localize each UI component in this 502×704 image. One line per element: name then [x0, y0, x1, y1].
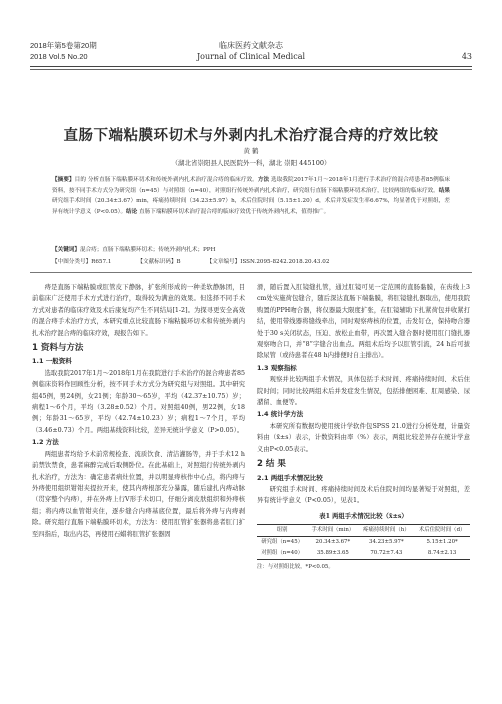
issue-volume: 2018 Vol.5 No.20: [30, 52, 88, 61]
article-number: 【文章编号】ISSN.2095-8242.2018.20.43.02: [206, 259, 330, 265]
journal-name-en: Journal of Clinical Medical: [196, 52, 306, 61]
left-column: [32, 282, 245, 540]
subsection-heading: 1.3 观察指标: [257, 363, 297, 372]
right-column: [257, 282, 470, 574]
body-paragraph: 研究组手术时间、疼痛持续时间及术后住院时间均显著短于对照组，差异有统计学意义（P<0.05），见表1。: [257, 485, 470, 505]
abstract-objective: 目的 分析直肠下端粘膜环切术和传统外剥内扎术治疗混合痔的临床疗效。: [74, 177, 258, 183]
body-paragraph: 两组患者均给予术前常规检查、流质饮食、清洁灌肠等，并于手术12 h前禁饮禁食，患者麻醉完成后取侧卧位。在此基础上，对照组行传统外剥内扎术治疗，方法为：确定患者病灶位置，并以明显痔核作中心点，将内痔与外痔使用组织钳钳夹提拉开来，使其内痔根部充分暴露，随后建扎内痔动脉（贯穿整个内痔），并在外痔上行V形手术切口，仔细分离皮肤组织和外痔核组；将内痔以血管钳夹住，逐步缝合内痔基底位置，最后将外痔与内痔剥除。研究组行直肠下端粘膜环切术，方法为：使用肛管扩张器将患者肛门扩至四指后，取出内芯，再使用石蜡将肛管扩张器固: [32, 450, 245, 538]
abstract: [52, 175, 450, 217]
issue-cn: 2018年第5卷第20期: [30, 41, 97, 50]
table-cell: 70.72±7.43: [358, 548, 414, 560]
table-header-row: [257, 525, 470, 537]
table-caption: 表1 两组手术情况比较（x̄±s）: [319, 512, 408, 520]
classification-line: [52, 257, 462, 265]
document-code: 【文献标识码】B: [137, 259, 181, 265]
header-rule-thin: [30, 69, 472, 70]
abstract-label: 【摘要】: [52, 177, 75, 183]
affiliation: （湖北省崇阳县人民医院外一科，湖北 崇阳 445100）: [171, 159, 331, 167]
article-title: 直肠下端粘膜环切术与外剥内扎术治疗混合痔的疗效比较: [63, 128, 439, 144]
intro-paragraph: 痔是直肠下端粘膜或肛管皮下静脉，扩张所形成的一种柔软静脉团，目前临床广泛使用手术方式进行治疗，取得较为满意的效果。但选择不同手术方式对患者的临床疗效及术后康复均产生不同结局[1-2]。为探寻更安全高效的混合痔手术治疗方式，本研究重点比较直肠下端粘膜环切术和传统外剥内扎术治疗混合痔的临床疗效，现报告如下。: [32, 284, 245, 337]
keywords-text: 混合痔；直肠下端粘膜环切术；传统外剥内扎术；PPH: [79, 247, 216, 253]
keywords: [52, 245, 450, 255]
table-header-cell: 疼痛持续时间（h）: [358, 525, 414, 537]
abstract-divider: [30, 272, 472, 273]
table-cell: 35.89±3.65: [307, 548, 358, 560]
abstract-result: 研究组手术时间（20.34±3.67）min，疼痛持续时间（34.23±5.97）h，术后住院时间（5.15±1.20）d，术后并发症发生率6.67%，均显著优于对照组，差异有统计学意义（P<0.05）。: [52, 198, 450, 215]
body-paragraph: 观察并比较两组手术情况，具体包括手术时间、疼痛持续时间、术后住院时间；同时比较两组术后并发症发生情况，包括排便困难、肛周感染、尿潴留、血便等。: [257, 376, 470, 407]
section-heading: 2 结 果: [257, 459, 286, 470]
table-note: 注：与对照组比较，*P<0.05。: [257, 564, 334, 571]
abstract-conclusion: 直肠下端粘膜环切术治疗混合痔的临床疗效优于传统外剥内扎术，值得推广。: [139, 208, 330, 215]
table-header-cell: 组别: [257, 525, 307, 537]
table-row: [257, 548, 470, 560]
conclusion-label: 结论: [126, 208, 138, 215]
table-cell: 34.23±5.97*: [369, 539, 404, 546]
author: 黄 鹤: [243, 147, 259, 155]
subsection-heading: 1.4 统计学方法: [257, 410, 304, 419]
journal-name: [30, 40, 472, 62]
abstract-method: 选取我院2017年1月～2018年1月进行手术治疗的混合痔患者85例临床资料，按不同手术方式分为研究组（n=45）与对照组（n=40），对照组行传统外剥内扎术治疗，研究组行直肠下端粘膜环切术治疗，比较两组的临床疗效。: [52, 177, 450, 194]
journal-name-cn: 临床医药文献杂志: [219, 41, 283, 50]
results-table: [257, 524, 470, 560]
keywords-label: 【关键词】: [52, 247, 80, 253]
section-heading: 1 资料与方法: [32, 343, 84, 354]
method-label: 方法: [257, 177, 270, 183]
header-rule: [30, 66, 472, 67]
table-cell: 对照组（n=40）: [257, 548, 307, 560]
table-header-cell: 术后住院时间（d）: [414, 525, 470, 537]
table-header-cell: 手术时间（min）: [307, 525, 358, 537]
page-number: 43: [461, 52, 472, 61]
subsection-heading: 1.1 一般资料: [32, 357, 72, 366]
subsection-heading: 1.2 方法: [32, 438, 59, 447]
result-label: 结果: [438, 187, 450, 194]
table-cell: 5.15±1.20*: [426, 539, 458, 546]
table-row: [257, 537, 470, 549]
subsection-heading: 2.1 两组手术情况比较: [257, 473, 323, 482]
table-cell: 研究组（n=45）: [261, 539, 304, 546]
table-cell: 8.74±2.13: [414, 548, 470, 560]
clc-number: 【中图分类号】R657.1: [52, 259, 112, 265]
body-paragraph: 滑，随后置入肛镜缝扎管，通过肛镜可见一定范围的直肠黏膜，在齿线上3 cm处实施荷包缝合，随后深达直肠下端黏膜，将肛镜缝扎器取出，使用我院购置的PPH吻合器，将仅器最大限度扩张，在肛镜辅助下扎紧荷包并收紧打结，使用带线器将缝线牵出，同时观察痔核的位置，击发钉仓，保持吻合器处于30 s关闭状态，压迫、放松止血带，再次置入缝合器时使用肛门缝扎器观察吻合口，并“8”字缝合出血点。两组术后均予以肛管引流，24 h后可拔除尿管（或待患者在48 h内排便时自主排出）。: [257, 284, 470, 360]
body-paragraph: 选取我院2017年1月～2018年1月在我院进行手术治疗的混合痔患者85例临床资料作回顾性分析，按不同手术方式分为研究组与对照组。其中研究组45例，男24例，女21例；年龄30～65岁，平均（42.37±10.75）岁；病程1～6个月，平均（3.28±0.52）个月。对照组40例，男22例，女18例；年龄31～65岁，平均（42.74±10.23）岁；病程1～7个月，平均（3.46±0.73）个月。两组基线资料比较，差异无统计学意义（P>0.05）。: [32, 369, 245, 434]
table-cell: 20.34±3.67*: [315, 539, 351, 546]
body-paragraph: 本研究所有数据均使用统计学软件包SPSS 21.0进行分析处理，计量资料由（x̄±s）表示，计数资料由率（%）表示，两组比较差异存在统计学意义由P<0.05表示。: [257, 422, 470, 453]
